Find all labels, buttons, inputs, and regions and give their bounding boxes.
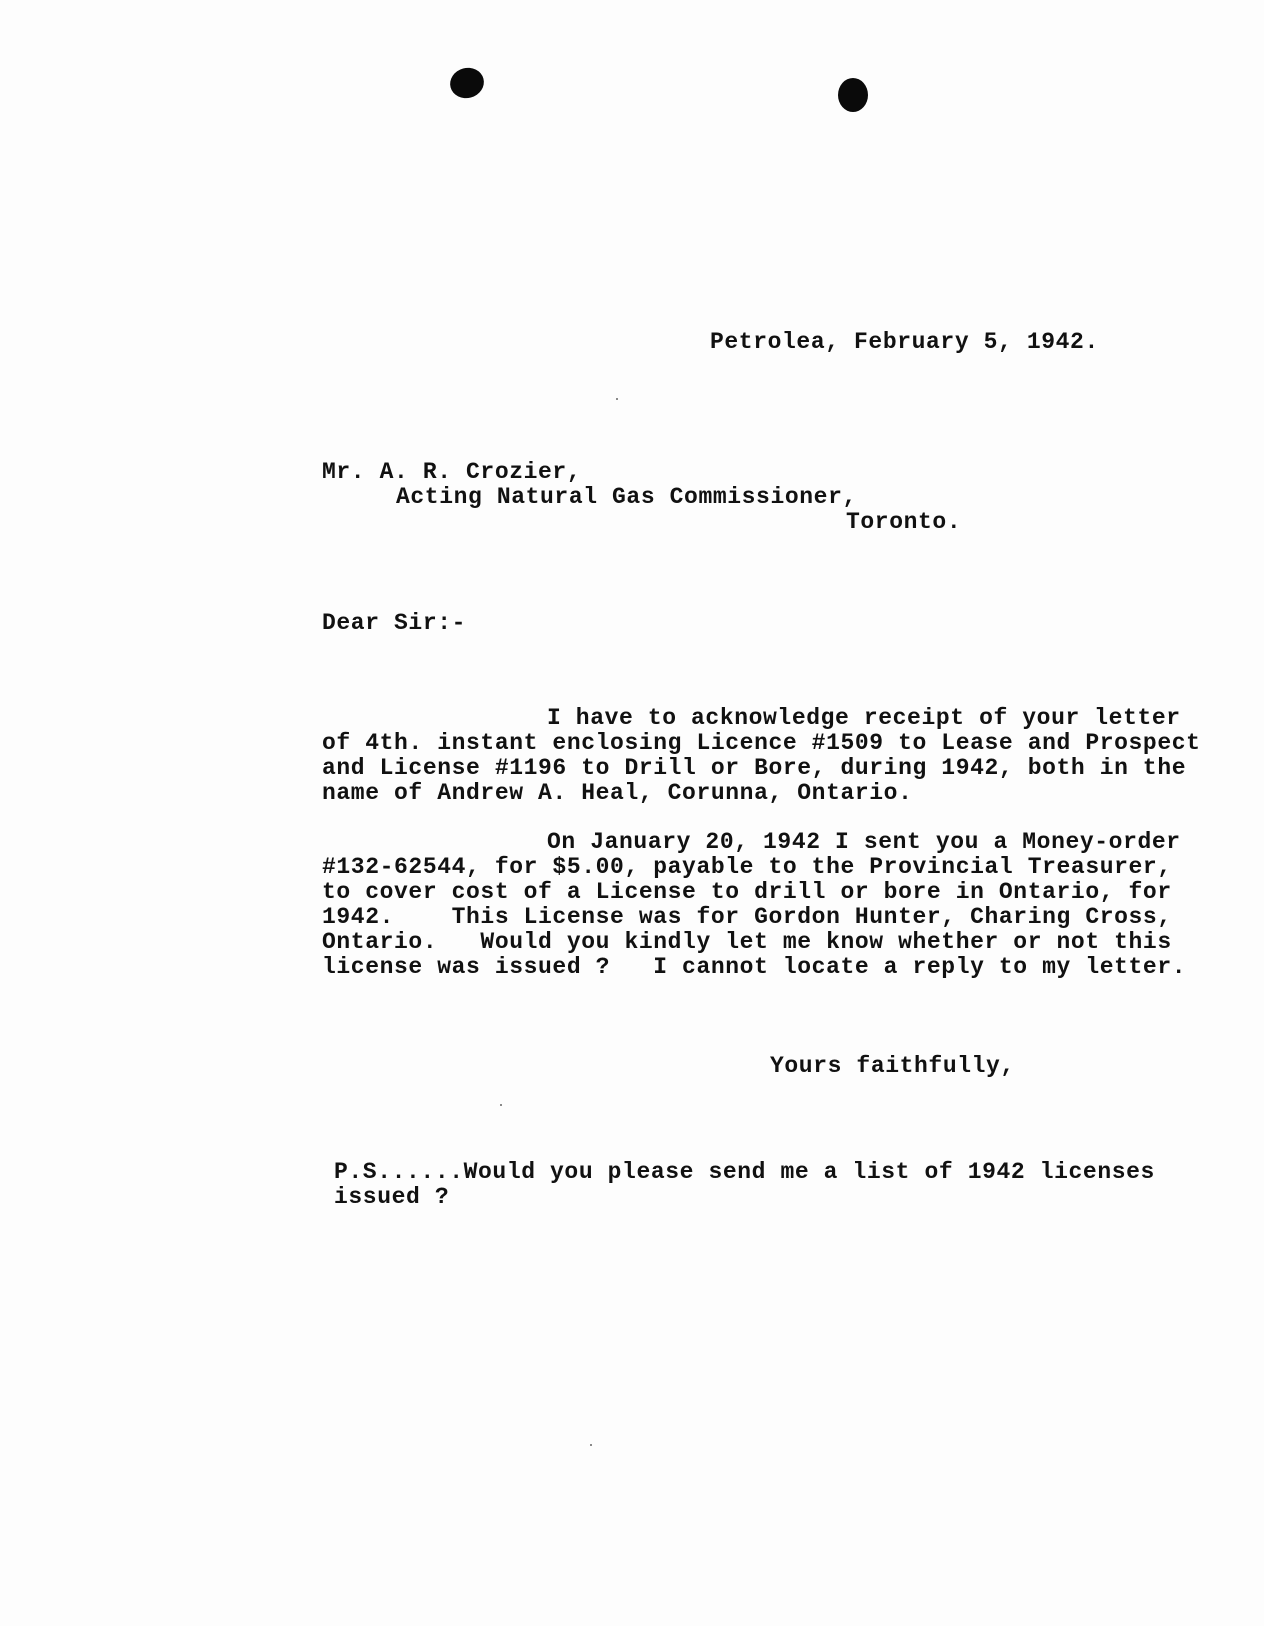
paragraph-2-line: license was issued ? I cannot locate a reply to my letter. <box>322 954 1187 980</box>
punch-hole-left <box>447 64 488 102</box>
paragraph-2-line: 1942. This License was for Gordon Hunter, Charing Cross, <box>322 904 1172 930</box>
postscript-line: issued ? <box>334 1184 450 1210</box>
paragraph-1-line: and License #1196 to Drill or Bore, during 1942, both in the <box>322 755 1187 781</box>
paragraph-2-line: On January 20, 1942 I sent you a Money-order <box>547 829 1181 855</box>
paper-speck <box>616 398 618 400</box>
recipient-name: Mr. A. R. Crozier, <box>322 459 582 485</box>
paper-speck <box>590 1444 592 1446</box>
paper-speck <box>500 1104 502 1106</box>
paragraph-2-line: #132-62544, for $5.00, payable to the Provincial Treasurer, <box>322 854 1172 880</box>
punch-hole-right <box>838 78 868 112</box>
paragraph-1-line: name of Andrew A. Heal, Corunna, Ontario. <box>322 780 913 806</box>
closing: Yours faithfully, <box>770 1053 1015 1079</box>
paragraph-1-line: of 4th. instant enclosing Licence #1509 to Lease and Prospect <box>322 730 1201 756</box>
recipient-city: Toronto. <box>846 509 962 535</box>
paragraph-1-line: I have to acknowledge receipt of your letter <box>547 705 1181 731</box>
dateline: Petrolea, February 5, 1942. <box>710 329 1099 355</box>
postscript-line: P.S......Would you please send me a list of 1942 licenses <box>334 1159 1155 1185</box>
recipient-title: Acting Natural Gas Commissioner, <box>396 484 857 510</box>
paragraph-2-line: to cover cost of a License to drill or bore in Ontario, for <box>322 879 1172 905</box>
paragraph-2-line: Ontario. Would you kindly let me know whether or not this <box>322 929 1172 955</box>
salutation: Dear Sir:- <box>322 610 467 636</box>
